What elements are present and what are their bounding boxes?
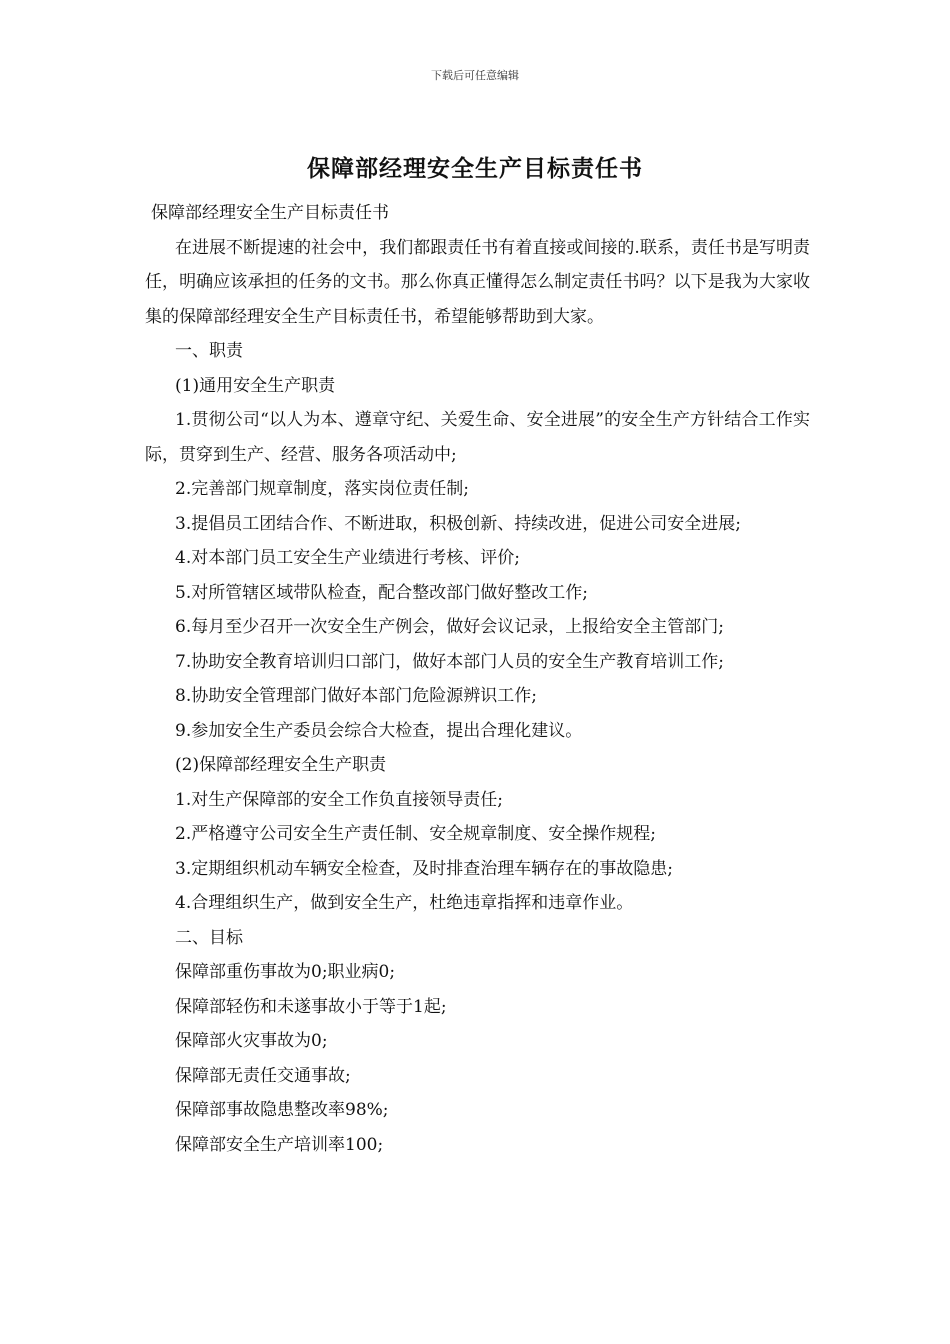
- subsection-heading-manager: (2)保障部经理安全生产职责: [175, 755, 387, 775]
- target-item: 保障部重伤事故为0;职业病0;: [175, 962, 396, 982]
- target-item: 保障部事故隐患整改率98%;: [175, 1100, 389, 1120]
- header-note: 下载后可任意编辑: [431, 69, 519, 82]
- list-item: 9.参加安全生产委员会综合大检查，提出合理化建议。: [175, 720, 583, 741]
- paragraph-intro: 在进展不断提速的社会中，我们都跟责任书有着直接或间接的.联系，责任书是写明责任，明确应该承担的任务的文书。那么你真正懂得怎么制定责任书吗？以下是我为大家收集的保障部经理安全生产目标责任书，希望能够帮助到大家。: [145, 237, 810, 327]
- subsection-heading-general: (1)通用安全生产职责: [175, 375, 336, 396]
- list-item: 4.对本部门员工安全生产业绩进行考核、评价;: [175, 548, 520, 568]
- section-heading-targets: 二、目标: [175, 927, 243, 948]
- list-item: 1.对生产保障部的安全工作负直接领导责任;: [175, 789, 503, 810]
- list-item: 7.协助安全教育培训归口部门，做好本部门人员的安全生产教育培训工作;: [175, 651, 724, 672]
- target-item: 保障部无责任交通事故;: [175, 1065, 351, 1086]
- list-item: 5.对所管辖区域带队检查，配合整改部门做好整改工作;: [175, 582, 588, 603]
- list-item: 2.严格遵守公司安全生产责任制、安全规章制度、安全操作规程;: [175, 824, 656, 844]
- document-body: [145, 196, 810, 1162]
- paragraph-subtitle: 保障部经理安全生产目标责任书: [151, 203, 389, 223]
- target-item: 保障部火灾事故为0;: [175, 1031, 328, 1051]
- list-item: 4.合理组织生产，做到安全生产，杜绝违章指挥和违章作业。: [175, 893, 634, 913]
- section-heading-duties: 一、职责: [175, 341, 243, 361]
- target-item: 保障部轻伤和未遂事故小于等于1起;: [175, 996, 447, 1017]
- list-item: 6.每月至少召开一次安全生产例会，做好会议记录，上报给安全主管部门;: [175, 617, 724, 637]
- list-item: 8.协助安全管理部门做好本部门危险源辨识工作;: [175, 686, 537, 706]
- list-item: 2.完善部门规章制度，落实岗位责任制;: [175, 479, 469, 499]
- list-item: 1.贯彻公司“以人为本、遵章守纪、关爱生命、安全进展”的安全生产方针结合工作实际，贯穿到生产、经营、服务各项活动中;: [145, 410, 810, 465]
- target-item: 保障部安全生产培训率100;: [175, 1134, 384, 1155]
- list-item: 3.提倡员工团结合作、不断进取，积极创新、持续改进，促进公司安全进展;: [175, 513, 741, 534]
- list-item: 3.定期组织机动车辆安全检查，及时排查治理车辆存在的事故隐患;: [175, 858, 673, 879]
- document-title: 保障部经理安全生产目标责任书: [307, 155, 643, 182]
